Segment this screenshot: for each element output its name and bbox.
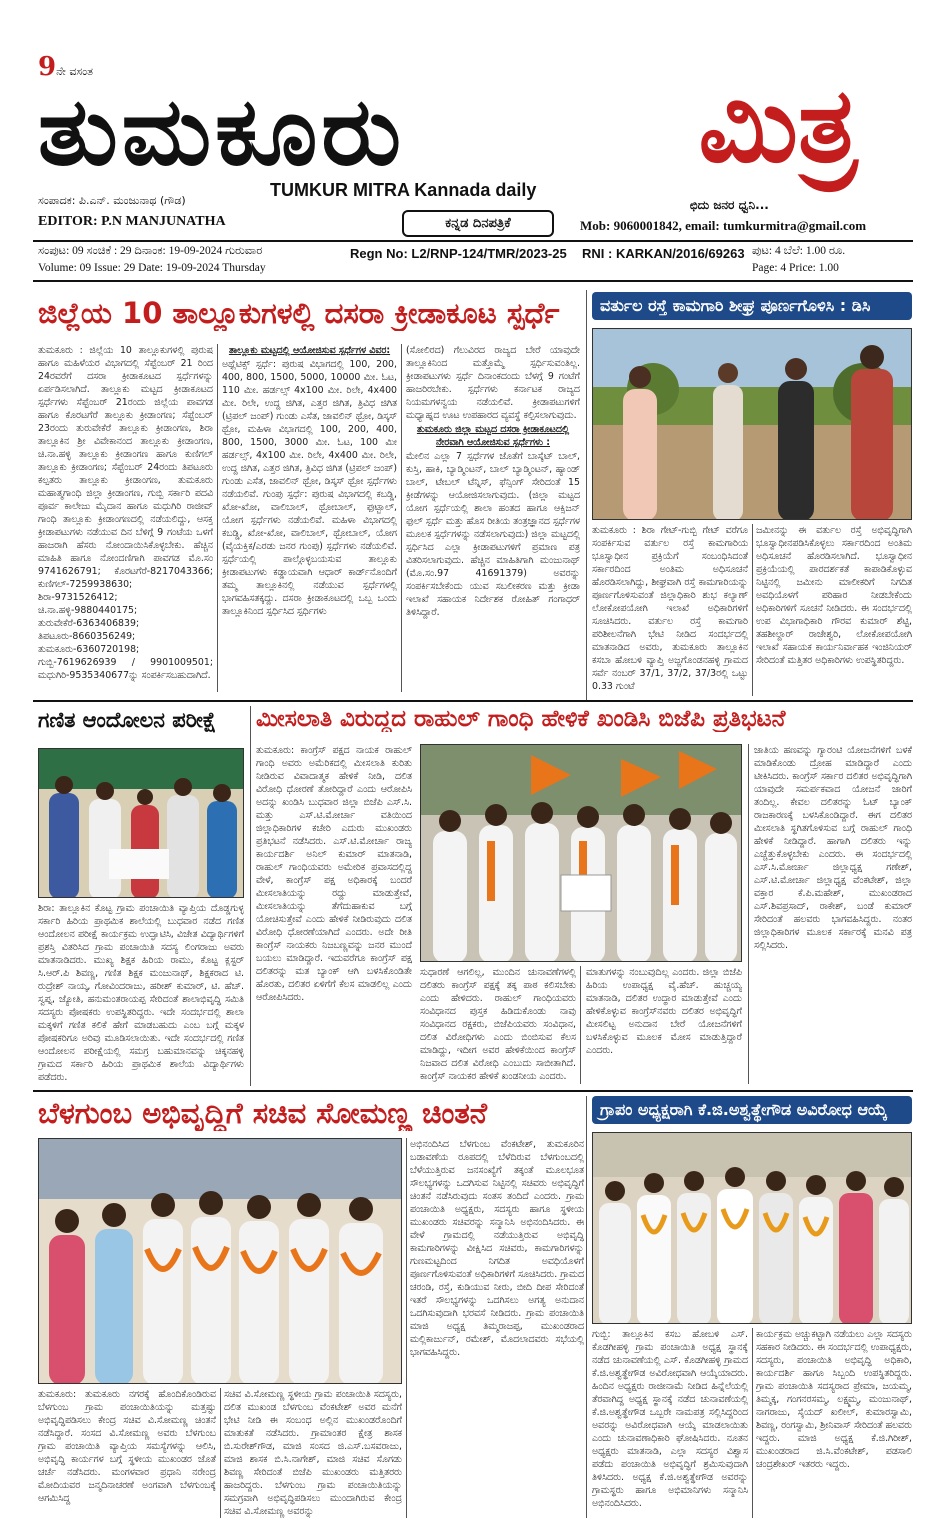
math-body (38, 902, 244, 1084)
column-rule (401, 344, 402, 692)
meta-right-en: Page: 4 Price: 1.00 (752, 262, 839, 274)
dasara-col3b-text: ಮೇಲಿನ ಎಲ್ಲಾ 7 ಸ್ಪರ್ಧೆಗಳ ಜೊತೆಗೆ ಬಾಸ್ಕೆಟ್ ಬಾಲ್, ಕುಸ್ತಿ, ಹಾಕಿ, ಬ್ಯಾಡ್ಮಿಂಟನ್, ಬಾಲ್ ಬ್ಯಾಡ್ಮಿಂಟನ್, ಹ್ಯಾಂಡ್ ಬಾಲ್, ಟೇಬಲ್ ಟೆನ್ನಿಸ್, ಫೆನ್ಸಿಂಗ್ ಸೇರಿದಂತೆ 15 ಕ್ರೀಡೆಗಳನ್ನು ಆಯೋಜಿಸಲಾಗುವುದು. (ಜಿಲ್ಲಾ ಮಟ್ಟದ ಯೋಗ ಸ್ಪರ್ಧೆಯಲ್ಲಿ ಶಾಲಾ ಹಂತದ ಹಾಗೂ ಆಕ್ಸಿಜನ್ ಫುಲ್ ಸ್ಪರ್ಧೆ ಮತ್ತು ಹೊಸ ರೀತಿಯ ತಂತ್ರಜ್ಞಾನದ ಸ್ಪರ್ಧೆಗಳ ಮೂಲಕ ಸ್ಪರ್ಧೆಗಳನ್ನು ನಡೆಸಲಾಗುವುದು) ಜಿಲ್ಲಾ ಮಟ್ಟದಲ್ಲಿ ಸ್ಪರ್ಧಿಸಿದ ಎಲ್ಲಾ ಕ್ರೀಡಾಪಟುಗಳಿಗೆ ಪ್ರಮಾಣ ಪತ್ರ ವಿತರಿಸಲಾಗುವುದು. ಹೆಚ್ಚಿನ ಮಾಹಿತಿಗಾಗಿ ಮಂಜುನಾಥ್ (ಮೊ.ಸಂ.97 41691379) ಅವರನ್ನು ಸಂಪರ್ಕಿಸಬೇಕೆಂದು ಯುವ ಸಬಲೀಕರಣ ಮತ್ತು ಕ್ರೀಡಾ ಇಲಾಖೆ ಸಹಾಯಕ ನಿರ್ದೇಶಕ ರೋಹಿತ್ ಗಂಗಾಧರ್ ತಿಳಿಸಿದ್ದಾರೆ. (406, 451, 580, 618)
math-headline: ಗಣಿತ ಆಂದೋಲನ ಪರೀಕ್ಷೆ (38, 708, 217, 732)
dasara-col1-text: ತುಮಕೂರು : ಜಿಲ್ಲೆಯ 10 ತಾಲ್ಲೂಕುಗಳಲ್ಲಿ ಪುರುಷ ಹಾಗೂ ಮಹಿಳೆಯರ ವಿಭಾಗದಲ್ಲಿ ಸೆಪ್ಟೆಂಬರ್ 21 ರಿಂದ 24ರವರೆಗೆ ದಸರಾ ಕ್ರೀಡಾಕೂಟದ ಸ್ಪರ್ಧೆಗಳನ್ನು ಏರ್ಪಡಿಸಲಾಗಿದೆ. ತಾಲ್ಲೂಕು ಮಟ್ಟದ ಕ್ರೀಡಾಕೂಟದ ಸ್ಪರ್ಧೆಗಳು ಸೆಪ್ಟೆಂಬರ್ 21ರಂದು ಜಿಲ್ಲೆಯ ಪಾವಗಡ ಹಾಗೂ ಕೊರಟಗೆರೆ ತಾಲ್ಲೂಕು ಕ್ರೀಡಾಂಗಣ; ಸೆಪ್ಟೆಂಬರ್ 23ರಂದು ತುರುವೇಕೆರೆ ತಾಲ್ಲೂಕು ಕ್ರೀಡಾಂಗಣ, ಶಿರಾ ತಾಲ್ಲೂಕಿನ ಶ್ರೀ ವಿವೇಕಾನಂದ ತಾಲ್ಲೂಕು ಕ್ರೀಡಾಂಗಣ, ಚಿ.ನಾ.ಹಳ್ಳಿ ತಾಲ್ಲೂಕು ಕ್ರೀಡಾಂಗಣ ಹಾಗೂ ಕುಣಿಗಲ್ ತಾಲ್ಲೂಕು ಕ್ರೀಡಾಂಗಣ; ಸೆಪ್ಟೆಂಬರ್ 24ರಂದು ತಿಪಟೂರು ಕಲ್ಪತರು ತಾಲ್ಲೂಕು ಕ್ರೀಡಾಂಗಣ, ತುಮಕೂರು ಮಹಾತ್ಮಗಾಂಧಿ ಜಿಲ್ಲಾ ಕ್ರೀಡಾಂಗಣ, ಗುಬ್ಬಿ ಸರ್ಕಾರಿ ಪದವಿ ಪೂರ್ವ ಕಾಲೇಜು ಮೈದಾನ ಹಾಗೂ ಮಧುಗಿರಿ ರಾಜೀವ್ ಗಾಂಧಿ ತಾಲ್ಲೂಕು ಕ್ರೀಡಾಂಗಣದಲ್ಲಿ ನಡೆಯಲಿದ್ದು, ಆಸಕ್ತ ಕ್ರೀಡಾಪಟುಗಳು ನಡೆಯುವ ದಿನ ಬೆಳಿಗ್ಗೆ 9 ಗಂಟೆಯ ಒಳಗೆ ಹಾಜರಾಗಿ ಹೆಸರು ನೋಂದಾಯಿಸಿಕೊಳ್ಳಬೇಕು. ಹೆಚ್ಚಿನ ಮಾಹಿತಿ ಹಾಗೂ ನೋಂದಣಿಗಾಗಿ ಪಾವಗಡ ಮೊ.ಸಂ 9741626791; ಕೊರಟಗೆರೆ-8217043366; ಕುಣಿಗಲ್-7259938630; ಶಿರಾ-9731526412; ಚಿ.ನಾ.ಹಳ್ಳಿ-9880440175; ತುರುವೇಕೆರೆ-6363406839; ತಿಪಟೂರು-8660356249; ತುಮಕೂರು-6360720198; ಗುಬ್ಬಿ-7619626939 / 9901009501; ಮಧುಗಿರಿ-9535340677ನ್ನು ಸಂಪರ್ಕಿಸಬಹುದಾಗಿದೆ. (38, 345, 213, 681)
ring-road-col2 (756, 524, 912, 696)
somanna-col1 (38, 1388, 216, 1518)
column-rule (220, 1388, 221, 1518)
rahul-col4-text: ಜಾತಿಯ ಹಣವನ್ನು ಗ್ಯಾರಂಟಿ ಯೋಜನೆಗಳಿಗೆ ಬಳಕೆ ಮಾಡಿಕೊಂಡು ದ್ರೋಹ ಮಾಡಿದ್ದಾರೆ ಎಂದು ಟೀಕಿಸಿದರು. ಕಾಂಗ್ರೆಸ್ ಸರ್ಕಾರ ದಲಿತರ ಅಭಿವೃದ್ಧಿಗಾಗಿ ಯಾವುದೇ ಸಮರ್ಪಕವಾದ ಯೋಜನೆ ಜಾರಿಗೆ ತಂದಿಲ್ಲ. ಕೇವಲ ದಲಿತರನ್ನು ಓಟ್ ಬ್ಯಾಂಕ್ ರಾಜಕಾರಣಕ್ಕೆ ಬಳಸಿಕೊಂಡಿದ್ದಾರೆ. ಈಗ ದಲಿತರ ಮೀಸಲಾತಿ ಸ್ಥಗಿತಗೊಳಿಸುವ ಬಗ್ಗೆ ರಾಹುಲ್ ಗಾಂಧಿ ಹೇಳಿಕೆ ನೀಡಿದ್ದಾರೆ. ಹಾಗಾಗಿ ದಲಿತರು ಇನ್ನು ಎಚ್ಚೆತ್ತುಕೊಳ್ಳಬೇಕು ಎಂದರು. ಈ ಸಂದರ್ಭದಲ್ಲಿ ಎಸ್.ಸಿ.ಮೋರ್ಚಾ ಜಿಲ್ಲಾಧ್ಯಕ್ಷ ಗಣೇಶ್, ಎಸ್.ಟಿ.ಮೋರ್ಚಾ ಜಿಲ್ಲಾಧ್ಯಕ್ಷ ವೆಂಕಟೇಶ್, ಜಿಲ್ಲಾ ವಕ್ತಾರ ಕೆ.ಪಿ.ಮಹೇಶ್, ಮುಖಂಡರಾದ ಎಸ್.ಶಿವಪ್ರಸಾದ್, ರಾಕೇಶ್, ಬಂಡೆ ಕುಮಾರ್ ಸೇರಿದಂತೆ ಹಲವರು ಭಾಗವಹಿಸಿದ್ದರು. ನಂತರ ಜಿಲ್ಲಾಧಿಕಾರಿಗಳ ಮೂಲಕ ಸರ್ಕಾರಕ್ಕೆ ಮನವಿ ಪತ್ರ ಸಲ್ಲಿಸಿದರು. (754, 745, 912, 951)
gp-col2-text: ಕಾರ್ಯಕ್ರಮ ಅಚ್ಚುಕಟ್ಟಾಗಿ ನಡೆಯಲು ಎಲ್ಲಾ ಸದಸ್ಯರು ಸಹಕಾರ ನೀಡಿದರು. ಈ ಸಂದರ್ಭದಲ್ಲಿ ಉಪಾಧ್ಯಕ್ಷರು, ಸದಸ್ಯರು, ಪಂಚಾಯಿತಿ ಅಭಿವೃದ್ಧಿ ಅಧಿಕಾರಿ, ಕಾರ್ಯದರ್ಶಿ ಹಾಗೂ ಸಿಬ್ಬಂದಿ ಉಪಸ್ಥಿತರಿದ್ದರು. ಗ್ರಾಮ ಪಂಚಾಯಿತಿ ಸದಸ್ಯರಾದ ಪ್ರೇಮಾ, ಜಯಮ್ಮ, ತಿಮ್ಮಕ್ಕ, ಗಂಗನರಸಮ್ಮ, ಲಕ್ಷ್ಮಮ್ಮ, ಮಂಜುನಾಥ್, ನಾಗರಾಜು, ಸೈಯದ್ ಖಲೀಲ್, ಕುಮಾರಸ್ವಾಮಿ, ಶಿವಣ್ಣ, ರಂಗಸ್ವಾಮಿ, ಶ್ರೀನಿವಾಸ್ ಸೇರಿದಂತೆ ಹಲವರು ಇದ್ದರು. ಮಾಜಿ ಅಧ್ಯಕ್ಷ ಕೆ.ಜಿ.ಗಿರೀಶ್, ಮುಖಂಡರಾದ ಜಿ.ಸಿ.ವೆಂಕಟೇಶ್, ಪಡಸಾಲಿ ಚಂದ್ರಶೇಖರ್ ಇತರರು ಇದ್ದರು. (756, 1329, 912, 1470)
meta-left-en: Volume: 09 Issue: 29 Date: 19-09-2024 Thursday (38, 262, 266, 274)
section-divider (33, 1090, 913, 1092)
gp-photo (592, 1132, 912, 1324)
daily-label: ಕನ್ನಡ ದಿನಪತ್ರಿಕೆ (402, 210, 554, 237)
editor-kannada: ಸಂಪಾದಕ: ಪಿ.ಎನ್. ಮಂಜುನಾಥ (ಗೌಡ) (38, 194, 186, 207)
volume-suffix: ನೇ ವಸಂತ (56, 65, 93, 78)
rahul-col3 (586, 966, 742, 1084)
meta-right-kn: ಪುಟ: 4 ಬೆಲೆ: 1.00 ರೂ. (752, 245, 846, 257)
rahul-headline: ಮೀಸಲಾತಿ ವಿರುದ್ಧದ ರಾಹುಲ್ ಗಾಂಧಿ ಹೇಳಿಕೆ ಖಂಡಿಸಿ ಬಿಜೆಪಿ ಪ್ರತಿಭಟನೆ (256, 706, 786, 732)
masthead-title-black: ತುಮಕೂರು (38, 77, 405, 187)
divider (33, 240, 913, 242)
rahul-col3-text: ಮಾತುಗಳನ್ನು ನಂಬುವುದಿಲ್ಲ ಎಂದರು. ಜಿಲ್ಲಾ ಬಿಜೆಪಿ ಹಿರಿಯ ಉಪಾಧ್ಯಕ್ಷ ವೈ.ಹೆಚ್. ಹುಚ್ಚಯ್ಯ ಮಾತನಾಡಿ, ದಲಿತರ ಉದ್ಧಾರ ಮಾಡುತ್ತೇವೆ ಎಂದು ಹೇಳಿಕೊಳ್ಳುವ ಕಾಂಗ್ರೆಸ್‌ನವರು ದಲಿತರ ಅಭಿವೃದ್ಧಿಗೆ ಮೀಸಲಿಟ್ಟ ಅನುದಾನ ಬೇರೆ ಯೋಜನೆಗಳಿಗೆ ಬಳಸಿಕೊಳ್ಳುವ ಮೂಲಕ ಮೋಸ ಮಾಡುತ್ತಿದ್ದಾರೆ ಎಂದರು. (586, 967, 742, 1056)
math-body-text: ಶಿರಾ: ತಾಲ್ಲೂಕಿನ ಕೊಟ್ಟ ಗ್ರಾಮ ಪಂಚಾಯಿತಿ ವ್ಯಾಪ್ತಿಯ ದೊಡ್ಡಗುಳ್ಳ ಸರ್ಕಾರಿ ಹಿರಿಯ ಪ್ರಾಥಮಿಕ ಶಾಲೆಯಲ್ಲಿ ಬುಧವಾರ ನಡೆದ ಗಣಿತ ಆಂದೋಲನ ಪರೀಕ್ಷೆ ಕಾರ್ಯಕ್ರಮ ಉದ್ಘಾಟಿಸಿ, ವಿಜೇತ ವಿದ್ಯಾರ್ಥಿಗಳಿಗೆ ಪ್ರಶಸ್ತಿ ವಿತರಿಸಿದ ಗ್ರಾಮ ಪಂಚಾಯಿತಿ ಸದಸ್ಯ ಲಿಂಗರಾಜು ಅವರು ಮಾತನಾಡಿದರು. ಮುಖ್ಯ ಶಿಕ್ಷಕ ಹಿರಿಯ ರಾಮು, ಕೊಟ್ಟ ಕ್ಲಸ್ಟರ್ ಸಿ.ಆರ್.ಪಿ ಶಿವಣ್ಣ, ಗಣಿತ ಶಿಕ್ಷಕ ಮಂಜುನಾಥ್, ಶಿಕ್ಷಕರಾದ ಟಿ. ರುದ್ರೇಶ್ ನಾಯ್ಕ, ಗೋವಿಂದರಾಜು, ಹರೀಶ್ ಕುಮಾರ್, ಟಿ. ಹೆಚ್. ಸ್ವಪ್ನ, ಜ್ಯೋತಿ, ಹನುಮಂತರಾಯಪ್ಪ ಸೇರಿದಂತೆ ಶಾಲಾಭಿವೃದ್ಧಿ ಸಮಿತಿ ಸದಸ್ಯರು ಪೋಷಕರು ಉಪಸ್ಥಿತರಿದ್ದರು. ಇದೇ ಸಂದರ್ಭದಲ್ಲಿ ಶಾಲಾ ಮಕ್ಕಳಿಗೆ ಗಣಿತ ಕಲಿಕೆ ಹೇಗೆ ಮಾಡಬಹುದು ಎಂಬ ಬಗ್ಗೆ ಮಕ್ಕಳ ಪೋಷಕರಿಗೂ ಅರಿವು ಮೂಡಿಸಲಾಯಿತು. ಇದೇ ಸಂದರ್ಭದಲ್ಲಿ ಗಣಿತ ಆಂದೋಲನ ಪರೀಕ್ಷೆಯಲ್ಲಿ ಸಮಗ್ರ ಬಹುಮಾನವನ್ನು ಚಿಕ್ಕನಹಳ್ಳಿ ಗ್ರಾಮದ ಸರ್ಕಾರಿ ಹಿರಿಯ ಪ್ರಾಥಮಿಕ ಶಾಲೆಯ ವಿದ್ಯಾರ್ಥಿಗಳು ಪಡೆದರು. (38, 903, 244, 1083)
ring-road-col1 (592, 524, 748, 696)
ring-road-col1-text: ತುಮಕೂರು : ಶಿರಾ ಗೇಟ್-ಗುಬ್ಬಿ ಗೇಟ್ ವರೆಗೂ ಸಂಪರ್ಕಿಸುವ ವರ್ತುಲ ರಸ್ತೆ ಕಾಮಗಾರಿಯ ಭೂಸ್ವಾಧೀನ ಪ್ರಕ್ರಿಯೆಗೆ ಸಂಬಂಧಿಸಿದಂತೆ ಸರ್ಕಾರದಿಂದ ಅಂತಿಮ ಅಧಿಸೂಚನೆ ಹೊರಡಿಸಲಾಗಿದ್ದು, ಶೀಘ್ರವಾಗಿ ರಸ್ತೆ ಕಾಮಗಾರಿಯನ್ನು ಪೂರ್ಣಗೊಳಿಸುವಂತೆ ಜಿಲ್ಲಾಧಿಕಾರಿ ಶುಭ ಕಲ್ಯಾಣ್ ಲೋಕೋಪಯೋಗಿ ಇಲಾಖೆ ಅಧಿಕಾರಿಗಳಿಗೆ ಸೂಚಿಸಿದರು. ವರ್ತುಲ ರಸ್ತೆ ಕಾಮಗಾರಿ ಪರಿಶೀಲನೆಗಾಗಿ ಭೇಟಿ ನೀಡಿದ ಸಂದರ್ಭದಲ್ಲಿ ಮಾತನಾಡಿದ ಅವರು, ತುಮಕೂರು ತಾಲ್ಲೂಕಿನ ಕಸಬಾ ಹೋಬಳಿ ವ್ಯಾಪ್ತಿ ಅಜ್ಜಗೊಂಡನಹಳ್ಳಿ ಗ್ರಾಮದ ಸರ್ವೆ ನಂಬರ್ 37/1, 37/2, 37/3ರಲ್ಲಿ ಒಟ್ಟು 0.33 ಗುಂಟೆ (592, 525, 748, 692)
contact-info: Mob: 9060001842, email: tumkurmitra@gmail.com (580, 218, 867, 233)
rahul-col1-text: ತುಮಕೂರು: ಕಾಂಗ್ರೆಸ್ ಪಕ್ಷದ ನಾಯಕ ರಾಹುಲ್ ಗಾಂಧಿ ಅವರು ಅಮೆರಿಕದಲ್ಲಿ ಮೀಸಲಾತಿ ಕುರಿತು ನೀಡಿರುವ ವಿವಾದಾತ್ಮಕ ಹೇಳಿಕೆ ನೀಡಿ, ದಲಿತ ವಿರೋಧಿ ಧೋರಣೆ ತೋರಿದ್ದಾರೆ ಎಂದು ಆರೋಪಿಸಿ ಅದನ್ನು ಖಂಡಿಸಿ ಬುಧವಾರ ಜಿಲ್ಲಾ ಬಿಜೆಪಿ ಎಸ್.ಸಿ. ಮತ್ತು ಎಸ್.ಟಿ.ಮೋರ್ಚಾ ವತಿಯಿಂದ ಜಿಲ್ಲಾಧಿಕಾರಿಗಳ ಕಚೇರಿ ಎದುರು ಮುಖಂಡರು ಪ್ರತಿಭಟನೆ ನಡೆಸಿದರು. ಎಸ್.ಟಿ.ಮೋರ್ಚಾ ರಾಜ್ಯ ಕಾರ್ಯದರ್ಶಿ ಅನಿಲ್ ಕುಮಾರ್ ಮಾತನಾಡಿ, ರಾಹುಲ್ ಗಾಂಧಿಯವರು ಅಮೇರಿಕ ಪ್ರವಾಸದಲ್ಲಿದ್ದ ವೇಳೆ, ಕಾಂಗ್ರೆಸ್ ಪಕ್ಷ ಅಧಿಕಾರಕ್ಕೆ ಬಂದರೆ ಮೀಸಲಾತಿಯನ್ನು ರದ್ದು ಮಾಡುತ್ತೇವೆ, ಮೀಸಲಾತಿಯನ್ನು ತೆಗೆದುಹಾಕುವ ಬಗ್ಗೆ ಯೋಚಿಸುತ್ತೇವೆ ಎಂದು ಹೇಳಿಕೆ ನೀಡಿರುವುದು ದಲಿತ ವಿರೋಧಿ ಧೋರಣೆಯಾಗಿದೆ ಎಂದರು. ಅದೇ ರೀತಿ ಕಾಂಗ್ರೆಸ್ ನಾಯಕರು ನಿಜಬಣ್ಣವನ್ನು ಜನರ ಮುಂದೆ ಬಯಲು ಮಾಡಿದ್ದಾರೆ. ಇದುವರೆಗೂ ಕಾಂಗ್ರೆಸ್ ಪಕ್ಷ ದಲಿತರನ್ನು ಮತ ಬ್ಯಾಂಕ್ ಆಗಿ ಬಳಸಿಕೊಂಡಿತೇ ಹೊರತು, ದಲಿತರ ಏಳಿಗೆಗೆ ಕೆಲಸ ಮಾಡಲಿಲ್ಲ ಎಂದು ಆರೋಪಿಸಿದರು. (256, 745, 412, 1003)
somanna-col2-text: ಸಚಿವ ವಿ.ಸೋಮಣ್ಣ ಸ್ಥಳೀಯ ಗ್ರಾಮ ಪಂಚಾಯಿತಿ ಸದಸ್ಯರು, ದಲಿತ ಮುಖಂಡ ಬೆಳಗುಂಬ ವೆಂಕಟೇಶ್ ಅವರ ಮನೆಗೆ ಭೇಟಿ ನೀಡಿ ಈ ಸಂಬಂಧ ಅಲ್ಲಿನ ಮುಖಂಡರೊಂದಿಗೆ ಮಾತುಕತೆ ನಡೆಸಿದರು. ಗ್ರಾಮಾಂತರ ಕ್ಷೇತ್ರ ಶಾಸಕ ಬಿ.ಸುರೇಶ್‌ಗೌಡ, ಮಾಜಿ ಸಂಸದ ಜಿ.ಎಸ್.ಬಸವರಾಜು, ಮಾಜಿ ಶಾಸಕ ಬಿ.ಸಿ.ನಾಗೇಶ್, ಮಾಜಿ ಸಚಿವ ಸೊಗಡು ಶಿವಣ್ಣ ಸೇರಿದಂತೆ ಬಿಜೆಪಿ ಮುಖಂಡರು ಮತ್ತಿತರರು ಹಾಜರಿದ್ದರು. ಬೆಳಗುಂಬ ಗ್ರಾಮ ಪಂಚಾಯಿತಿಯನ್ನು ಸಮಗ್ರವಾಗಿ ಅಭಿವೃದ್ಧಿಪಡಿಸಲು ಮುಂದಾಗಿರುವ ಕೇಂದ್ರ ಸಚಿವ ವಿ.ಸೋಮಣ್ಣ ಅವರನ್ನು (224, 1389, 402, 1517)
rahul-col2-text: ಸುಧಾರಣೆ ಆಗಲಿಲ್ಲ, ಮುಂದಿನ ಚುನಾವಣೆಗಳಲ್ಲಿ ದಲಿತರು ಕಾಂಗ್ರೆಸ್ ಪಕ್ಷಕ್ಕೆ ತಕ್ಕ ಪಾಠ ಕಲಿಸಬೇಕು ಎಂದು ಹೇಳಿದರು. ರಾಹುಲ್ ಗಾಂಧಿಯವರು ಸಂವಿಧಾನದ ಪುಸ್ತಕ ಹಿಡಿದುಕೊಂಡು ನಾವು ಸಂವಿಧಾನದ ರಕ್ಷಕರು, ಬಿಜೆಪಿಯವರು ಸಂವಿಧಾನ, ದಲಿತ ವಿರೋಧಿಗಳು ಎಂದು ಬಿಂಬಿಸುವ ಕೆಲಸ ಮಾಡಿದ್ದು, ಇದೀಗ ಅವರ ಹೇಳಿಕೆಯಿಂದ ಕಾಂಗ್ರೆಸ್ ನಿಜವಾದ ದಲಿತ ವಿರೋಧಿ ಎಂಬುದು ಸಾಬೀತಾಗಿದೆ. ಕಾಂಗ್ರೆಸ್ ನಾಯಕರ ಹೇಳಿಕೆ ಖಂಡನೀಯ ಎಂದರು. (420, 967, 576, 1082)
masthead-title-red: ಮಿತ್ರ (698, 63, 858, 186)
dasara-col3-text: (ಸೋಲಿರದ) ಗೆಲುವಿರದ ರಾಜ್ಯದ ಬೇರೆ ಯಾವುದೇ ತಾಲ್ಲೂಕಿನಿಂದ ಮತ್ತೊಮ್ಮೆ ಸ್ಪರ್ಧಿಸುವಂತಿಲ್ಲ. ಕ್ರೀಡಾಪಟುಗಳು ಸ್ಪರ್ಧೆ ದಿನಾಂಕದಂದು ಬೆಳಗ್ಗೆ 9 ಗಂಟೆಗೆ ಹಾಜರಿರಬೇಕು. ಸ್ಪರ್ಧೆಗಳು ಕರ್ನಾಟಕ ರಾಜ್ಯದ ನಿಯಮಗಳನ್ವಯ ನಡೆಯಲಿವೆ. ಕ್ರೀಡಾಪಟುಗಳಿಗೆ ಮಧ್ಯಾಹ್ನದ ಊಟ ಉಪಹಾರದ ವ್ಯವಸ್ಥೆ ಕಲ್ಪಿಸಲಾಗುವುದು. (406, 345, 580, 421)
column-rule (748, 744, 749, 1084)
somanna-col2 (224, 1388, 402, 1518)
editor-english: EDITOR: P.N MANJUNATHA (38, 214, 226, 229)
rahul-col1 (256, 744, 412, 1084)
gp-headline: ಗ್ರಾಪಂ ಅಧ್ಯಕ್ಷರಾಗಿ ಕೆ.ಜಿ.ಅಶ್ವತ್ಥೇಗೌಡ ಅವಿರೋಧ ಆಯ್ಕೆ (592, 1096, 912, 1124)
column-rule (752, 1328, 753, 1518)
column-rule (217, 344, 218, 692)
somanna-col3 (410, 1138, 584, 1518)
column-rule (752, 524, 753, 696)
ring-road-col2-text: ಜಮೀನನ್ನು ಈ ವರ್ತುಲ ರಸ್ತೆ ಅಭಿವೃದ್ಧಿಗಾಗಿ ಭೂಸ್ವಾಧೀನಪಡಿಸಿಕೊಳ್ಳಲು ಸರ್ಕಾರದಿಂದ ಅಂತಿಮ ಅಧಿಸೂಚನೆ ಹೊರಡಿಸಲಾಗಿದೆ. ಭೂಸ್ವಾಧೀನ ಪ್ರಕ್ರಿಯೆಯಲ್ಲಿ ಪಾರದರ್ಶಕತೆ ಕಾಪಾಡಿಕೊಳ್ಳುವ ನಿಟ್ಟಿನಲ್ಲಿ ಜಮೀನು ಮಾಲೀಕರಿಗೆ ನಿಗದಿತ ಅವಧಿಯೊಳಗೆ ಪರಿಹಾರ ನೀಡಬೇಕೆಂದು ಅಧಿಕಾರಿಗಳಿಗೆ ಸೂಚನೆ ನೀಡಿದರು. ಈ ಸಂದರ್ಭದಲ್ಲಿ ಉಪ ವಿಭಾಗಾಧಿಕಾರಿ ಗೌರವ ಕುಮಾರ್ ಶೆಟ್ಟಿ, ತಹಶೀಲ್ದಾರ್ ರಾಜೇಶ್ವರಿ, ಲೋಕೋಪಯೋಗಿ ಇಲಾಖೆ ಸಹಾಯಕ ಕಾರ್ಯನಿರ್ವಾಹಕ ಇಂಜಿನಿಯರ್ ಸೇರಿದಂತೆ ಮತ್ತಿತರ ಅಧಿಕಾರಿಗಳು ಉಪಸ್ಥಿತರಿದ್ದರು. (756, 525, 912, 666)
somanna-headline: ಬೆಳಗುಂಬ ಅಭಿವೃದ್ಧಿಗೆ ಸಚಿವ ಸೋಮಣ್ಣ ಚಿಂತನೆ (38, 1096, 488, 1130)
slogan: ಛಿದು ಜನರ ಧ್ವನಿ... (690, 198, 769, 212)
gp-col1-text: ಗುಬ್ಬಿ: ತಾಲ್ಲೂಕಿನ ಕಸಬ ಹೋಬಳಿ ಎಸ್. ಕೊಡಗೀಹಳ್ಳಿ ಗ್ರಾಮ ಪಂಚಾಯಿತಿ ಅಧ್ಯಕ್ಷ ಸ್ಥಾನಕ್ಕೆ ನಡೆದ ಚುನಾವಣೆಯಲ್ಲಿ ಎಸ್. ಕೊಡಗೀಹಳ್ಳಿ ಗ್ರಾಮದ ಕೆ.ಜಿ.ಅಶ್ವತ್ಥೇಗೌಡ ಅವಿರೋಧವಾಗಿ ಆಯ್ಕೆಯಾದರು. ಹಿಂದಿನ ಅಧ್ಯಕ್ಷರು ರಾಜೀನಾಮೆ ನೀಡಿದ ಹಿನ್ನೆಲೆಯಲ್ಲಿ ತೆರವಾಗಿದ್ದ ಅಧ್ಯಕ್ಷ ಸ್ಥಾನಕ್ಕೆ ನಡೆದ ಚುನಾವಣೆಯಲ್ಲಿ ಕೆ.ಜಿ.ಅಶ್ವತ್ಥೇಗೌಡ ಒಬ್ಬರೇ ನಾಮಪತ್ರ ಸಲ್ಲಿಸಿದ್ದರಿಂದ ಅವರನ್ನು ಅವಿರೋಧವಾಗಿ ಆಯ್ಕೆ ಮಾಡಲಾಯಿತು ಎಂದು ಚುನಾವಣಾಧಿಕಾರಿ ಘೋಷಿಸಿದರು. ನೂತನ ಅಧ್ಯಕ್ಷರು ಮಾತನಾಡಿ, ಎಲ್ಲಾ ಸದಸ್ಯರ ವಿಶ್ವಾಸ ಪಡೆದು ಪಂಚಾಯಿತಿ ಅಭಿವೃದ್ಧಿಗೆ ಶ್ರಮಿಸುವುದಾಗಿ ತಿಳಿಸಿದರು. ಅಧ್ಯಕ್ಷ ಕೆ.ಜಿ.ಅಶ್ವತ್ಥೇಗೌಡ ಅವರನ್ನು ಗ್ರಾಮಸ್ಥರು ಹಾಗೂ ಅಭಿಮಾನಿಗಳು ಸನ್ಮಾನಿಸಿ ಅಭಿನಂದಿಸಿದರು. (592, 1329, 748, 1509)
dasara-col1 (38, 344, 213, 692)
dasara-headline: ಜಿಲ್ಲೆಯ 10 ತಾಲ್ಲೂಕುಗಳಲ್ಲಿ ದಸರಾ ಕ್ರೀಡಾಕೂಟ ಸ್ಪರ್ಧೆ (38, 296, 560, 330)
divider (33, 280, 913, 282)
regn-number: Regn No: L2/RNP-124/TMR/2023-25 (350, 246, 567, 261)
dasara-col3 (406, 344, 580, 692)
rni-number: RNI : KARKAN/2016/69263 (582, 246, 745, 261)
section-divider (33, 700, 913, 702)
dasara-subhead-2: ತುಮಕೂರು ಜಿಲ್ಲಾ ಮಟ್ಟದ ದಸರಾ ಕ್ರೀಡಾಕೂಟದಲ್ಲಿ ನೇರವಾಗಿ ಆಯೋಜಿಸುವ ಸ್ಪರ್ಧೆಗಳು : (416, 424, 570, 448)
math-photo (38, 748, 244, 898)
rahul-col4 (754, 744, 912, 1084)
column-rule (580, 966, 581, 1084)
somanna-col1-text: ತುಮಕೂರು: ತುಮಕೂರು ನಗರಕ್ಕೆ ಹೊಂದಿಕೊಂಡಿರುವ ಬೆಳಗುಂಬ ಗ್ರಾಮ ಪಂಚಾಯಿತಿಯನ್ನು ಮತ್ತಷ್ಟು ಅಭಿವೃದ್ಧಿಪಡಿಸಲು ಕೇಂದ್ರ ಸಚಿವ ವಿ.ಸೋಮಣ್ಣ ಚಿಂತನೆ ನಡೆಸಿದ್ದಾರೆ. ಸಂಸದ ವಿ.ಸೋಮಣ್ಣ ಅವರು ಬೆಳಗುಂಬ ಗ್ರಾಮ ಪಂಚಾಯಿತಿ ವ್ಯಾಪ್ತಿಯ ಸಮಸ್ಯೆಗಳನ್ನು ಆಲಿಸಿ, ಅಭಿವೃದ್ಧಿ ಕಾರ್ಯಗಳ ಬಗ್ಗೆ ಸ್ಥಳೀಯ ಮುಖಂಡರ ಜೊತೆ ಚರ್ಚೆ ನಡೆಸಿದರು. ಮಂಗಳವಾರ ಪ್ರಧಾನಿ ನರೇಂದ್ರ ಮೋದಿಯವರ ಜನ್ಮದಿನಾಚರಣೆ ಅಂಗವಾಗಿ ಬೆಳಗುಂಬಕ್ಕೆ ಆಗಮಿಸಿದ್ದ (38, 1389, 216, 1504)
ring-road-photo (592, 328, 912, 520)
section-rule (586, 290, 587, 700)
section-rule (586, 1096, 587, 1518)
meta-left-kn: ಸಂಪುಟ: 09 ಸಂಚಿಕೆ : 29 ದಿನಾಂಕ: 19-09-2024 ಗುರುವಾರ (38, 245, 263, 257)
somanna-photo (38, 1138, 402, 1384)
rahul-col2 (420, 966, 576, 1084)
column-rule (406, 1138, 407, 1518)
dasara-col2 (222, 344, 397, 692)
gp-col2 (756, 1328, 912, 1518)
ring-road-headline: ವರ್ತುಲ ರಸ್ತೆ ಕಾಮಗಾರಿ ಶೀಘ್ರ ಪೂರ್ಣಗೊಳಿಸಿ : ಡಿಸಿ (592, 292, 912, 320)
dasara-col2-text: ಅಥ್ಲೆಟಿಕ್ಸ್ ಸ್ಪರ್ಧೆ: ಪುರುಷ ವಿಭಾಗದಲ್ಲಿ 100, 200, 400, 800, 1500, 5000, 10000 ಮೀ. ಓಟ, 110 ಮೀ. ಹರ್ಡಲ್ಸ್ 4x100 ಮೀ. ರಿಲೇ, 4x400 ಮೀ. ರಿಲೇ, ಉದ್ದ ಜಿಗಿತ, ಎತ್ತರ ಜಿಗಿತ, ತ್ರಿವಿಧ ಜಿಗಿತ (ಟ್ರಿಪಲ್ ಜಂಪ್) ಗುಂಡು ಎಸೆತ, ಜಾವಲಿನ್ ಥ್ರೋ, ಡಿಸ್ಕಸ್ ಥ್ರೋ, ಮಹಿಳಾ ವಿಭಾಗದಲ್ಲಿ 100, 200, 400, 800, 1500, 3000 ಮೀ. ಓಟ, 100 ಮೀ ಹರ್ಡಲ್ಸ್, 4x100 ಮೀ. ರಿಲೇ, 4x400 ಮೀ. ರಿಲೇ, ಉದ್ದ ಜಿಗಿತ, ಎತ್ತರ ಜಿಗಿತ, ತ್ರಿವಿಧ ಜಿಗಿತ (ಟ್ರಿಪಲ್ ಜಂಪ್) ಗುಂಡು ಎಸೆತ, ಜಾವಲಿನ್ ಥ್ರೋ, ಡಿಸ್ಕಸ್ ಥ್ರೋ ಸ್ಪರ್ಧೆಗಳು ನಡೆಯಲಿವೆ. ಗುಂಪು ಸ್ಪರ್ಧೆ: ಪುರುಷ ವಿಭಾಗದಲ್ಲಿ ಕಬಡ್ಡಿ, ಖೋ-ಖೋ, ವಾಲಿಬಾಲ್, ಥ್ರೋಬಾಲ್, ಫುಟ್ಬಾಲ್, ಯೋಗ ಸ್ಪರ್ಧೆಗಳು ನಡೆಯಲಿವೆ. ಮಹಿಳಾ ವಿಭಾಗದಲ್ಲಿ ಕಬಡ್ಡಿ, ಖೋ-ಖೋ, ವಾಲಿಬಾಲ್, ಥ್ರೋಬಾಲ್, ಯೋಗ (ವೈಯಕ್ತಿಕ/ಎರಡು ಜನರ ಗುಂಪು) ಸ್ಪರ್ಧೆಗಳು ನಡೆಯಲಿವೆ. ಸ್ಪರ್ಧೆಯಲ್ಲಿ ಪಾಲ್ಗೊಳ್ಳಬಯಸುವ ತಾಲ್ಲೂಕು ಕ್ರೀಡಾಪಟುಗಳು ಕಡ್ಡಾಯವಾಗಿ ಆಧಾರ್ ಕಾರ್ಡ್‌ನೊಂದಿಗೆ ತಮ್ಮ ತಾಲ್ಲೂಕಿನಲ್ಲಿ ನಡೆಯುವ ಸ್ಪರ್ಧೆಗಳಲ್ಲಿ ಭಾಗವಹಿಸತಕ್ಕದ್ದು. ದಸರಾ ಕ್ರೀಡಾಕೂಟದಲ್ಲಿ ಒಬ್ಬ ಒಂದು ತಾಲ್ಲೂಕಿನಿಂದ ಸ್ಪರ್ಧಿಸಿದ ಸ್ಪರ್ಧಿಗಳು (222, 359, 397, 617)
section-rule (250, 706, 251, 1086)
gp-col1 (592, 1328, 748, 1518)
somanna-col3-text: ಅಭಿನಂದಿಸಿದ ಬೆಳಗುಂಬ ವೆಂಕಟೇಶ್, ತುಮಕೂರಿನ ಬಡಾವಣೆಯ ರೂಪದಲ್ಲಿ ಬೆಳೆದಿರುವ ಬೆಳಗುಂಬದಲ್ಲಿ ಬೆಳೆಯುತ್ತಿರುವ ಜನಸಂಖ್ಯೆಗೆ ತಕ್ಕಂತೆ ಮೂಲಭೂತ ಸೌಲಭ್ಯಗಳನ್ನು ಒದಗಿಸುವ ನಿಟ್ಟಿನಲ್ಲಿ ಸಚಿವರು ಅಭಿವೃದ್ಧಿಗೆ ಚಿಂತನೆ ನಡೆಸಿರುವುದು ಸಂತಸ ತಂದಿದೆ ಎಂದರು. ಗ್ರಾಮ ಪಂಚಾಯಿತಿ ಅಧ್ಯಕ್ಷರು, ಸದಸ್ಯರು ಹಾಗೂ ಸ್ಥಳೀಯ ಮುಖಂಡರು ಸಚಿವರನ್ನು ಸನ್ಮಾನಿಸಿ ಅಭಿನಂದಿಸಿದರು. ಈ ವೇಳೆ ಗ್ರಾಮದಲ್ಲಿ ನಡೆಯುತ್ತಿರುವ ಅಭಿವೃದ್ಧಿ ಕಾಮಗಾರಿಗಳನ್ನು ವೀಕ್ಷಿಸಿದ ಸಚಿವರು, ಕಾಮಗಾರಿಗಳನ್ನು ಗುಣಮಟ್ಟದಿಂದ ನಿಗದಿತ ಅವಧಿಯೊಳಗೆ ಪೂರ್ಣಗೊಳಿಸುವಂತೆ ಅಧಿಕಾರಿಗಳಿಗೆ ಸೂಚಿಸಿದರು. ಗ್ರಾಮದ ಚರಂಡಿ, ರಸ್ತೆ, ಕುಡಿಯುವ ನೀರು, ಬೀದಿ ದೀಪ ಸೇರಿದಂತೆ ಇತರೆ ಸೌಲಭ್ಯಗಳನ್ನು ಒದಗಿಸಲು ಅಗತ್ಯ ಅನುದಾನ ಒದಗಿಸುವುದಾಗಿ ಭರವಸೆ ನೀಡಿದರು. ಗ್ರಾಮ ಪಂಚಾಯಿತಿ ಮಾಜಿ ಅಧ್ಯಕ್ಷ ತಿಮ್ಮರಾಜಪ್ಪ, ಮುಖಂಡರಾದ ಮಲ್ಲಿಕಾರ್ಜುನ್, ರಮೇಶ್, ಮೊದಲಾದವರು ಸಭೆಯಲ್ಲಿ ಭಾಗವಹಿಸಿದ್ದರು. (410, 1139, 584, 1358)
dasara-subhead: ತಾಲ್ಲೂಕು ಮಟ್ಟದಲ್ಲಿ ಆಯೋಜಿಸುವ ಸ್ಪರ್ಧೆಗಳ ವಿವರ: (228, 345, 391, 356)
english-name: TUMKUR MITRA Kannada daily (270, 180, 537, 200)
rahul-photo (420, 744, 742, 962)
volume-digit: 9 (38, 52, 57, 82)
